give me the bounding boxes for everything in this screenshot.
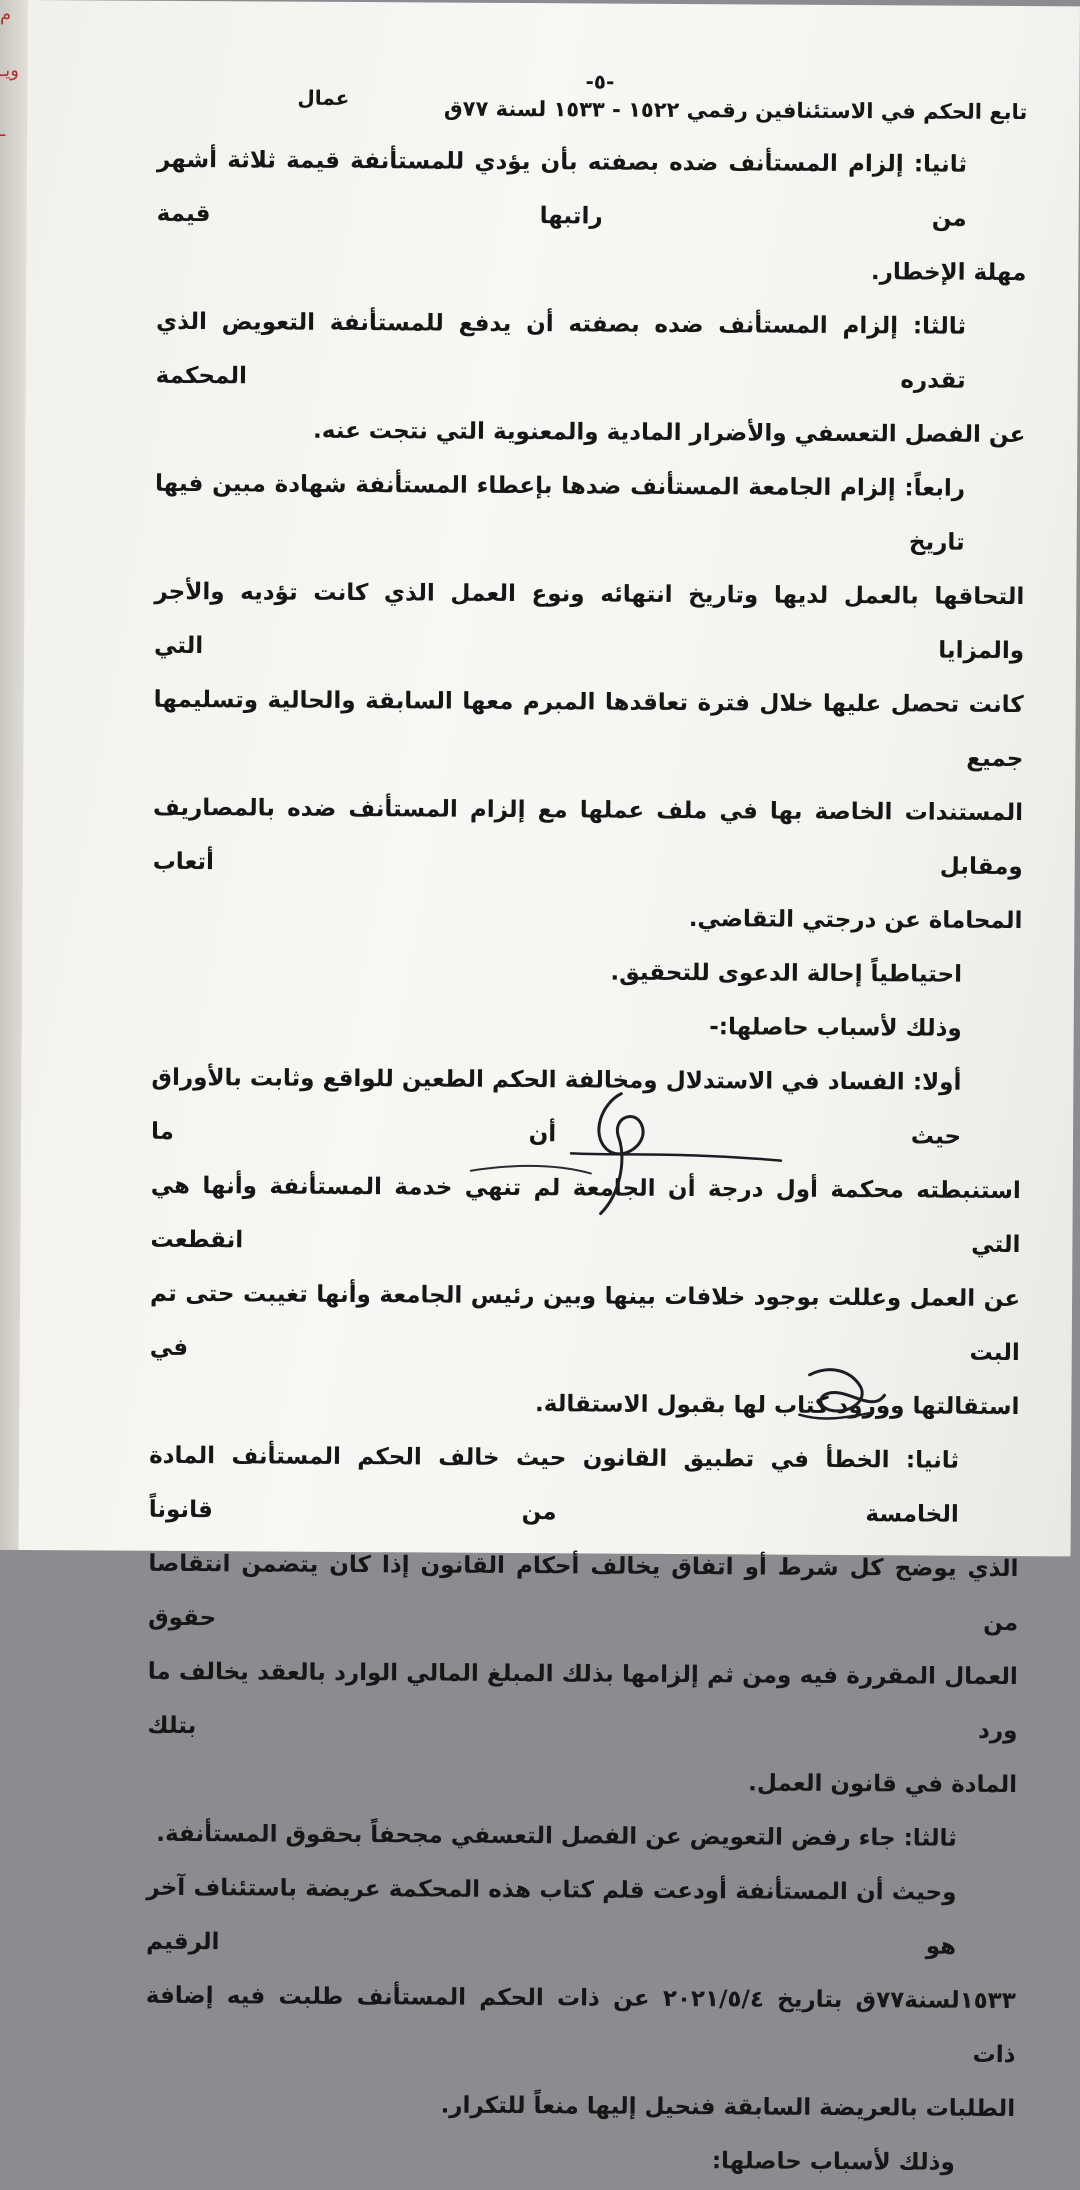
body-line: المحاماة عن درجتي التقاضي. bbox=[688, 906, 1023, 935]
body-line: الطلبات بالعريضة السابقة فنحيل إليها منعاً للتكرار. bbox=[440, 2092, 1016, 2123]
body-line: وحيث أن المستأنفة أودعت قلم كتاب هذه المحكمة عريضة باستئناف آخر هو الرقيم bbox=[146, 1874, 957, 1960]
signature-area bbox=[320, 1062, 841, 1265]
body-line: وذلك لأسباب حاصلها: bbox=[711, 2148, 955, 2176]
body-line: احتياطياً إحالة الدعوى للتحقيق. bbox=[610, 959, 963, 988]
body-line: عن الفصل التعسفي والأضرار المادية والمعنوية التي نتجت عنه. bbox=[312, 417, 1026, 449]
body-line: ثالثا: جاء رفض التعويض عن الفصل التعسفي مجحفاً بحقوق المستأنفة. bbox=[156, 1820, 957, 1852]
body-line: ثانيا: إلزام المستأنف ضده بصفته بأن يؤدي للمستأنفة قيمة ثلاثة أشهر من راتبها قيمة bbox=[156, 146, 968, 232]
body-line: عن العمل وعللت بوجود خلافات بينها وبين رئيس الجامعة وأنها تغيبت حتى تم البت في bbox=[149, 1280, 1021, 1367]
body-line: الذي يوضح كل شرط أو اتفاق يخالف أحكام القانون إذا كان يتضمن انتقاصا من حقوق bbox=[148, 1550, 1019, 1637]
body-line: كانت تحصل عليها خلال فترة تعاقدها المبرم معها السابقة والحالية وتسليمها جميع bbox=[153, 686, 1024, 773]
body-line: استنبطته محكمة أول درجة أن الجامعة لم تنهي خدمة المستأنفة وأنها هي التي انقطعت bbox=[150, 1172, 1021, 1259]
header-title: تابع الحكم في الاستئنافين رقمي ١٥٢٢ - ١٥٣٣ لسنة ٧٧ق bbox=[443, 96, 1028, 125]
document-header bbox=[147, 61, 1027, 136]
body-line: رابعاً: إلزام الجامعة المستأنف ضدها بإعطاء المستأنفة شهادة مبين فيها تاريخ bbox=[154, 470, 966, 556]
body-line: ثانيا: الخطأ في تطبيق القانون حيث خالف الحكم المستأنف المادة الخامسة من قانوناً bbox=[148, 1442, 960, 1528]
handwritten-signature bbox=[320, 1062, 841, 1265]
body-line: التحاقها بالعمل لديها وتاريخ انتهائه ونوع العمل الذي كانت تؤديه والأجر والمزايا التي bbox=[153, 578, 1025, 665]
underlying-page-fragment: ـ bbox=[0, 120, 6, 141]
body-line: ١٥٣٣لسنة٧٧ق بتاريخ ٢٠٢١/٥/٤ عن ذات الحكم المستأنف طلبت فيه إضافة ذات bbox=[145, 1982, 1016, 2069]
document-page bbox=[139, 61, 1028, 2176]
body-line: المستندات الخاصة بها في ملف عملها مع إلزام المستأنف ضده بالمصاريف ومقابل أتعاب bbox=[152, 794, 1024, 881]
underlying-page-fragment: م bbox=[0, 4, 12, 25]
body-line: العمال المقررة فيه ومن ثم إلزامها بذلك المبلغ المالي الوارد بالعقد يخالف ما ورد بتلك bbox=[147, 1658, 1018, 1745]
body-line: مهلة الإخطار. bbox=[870, 259, 1027, 287]
body-line: وذلك لأسباب حاصلها:- bbox=[709, 1014, 962, 1042]
initials-mark bbox=[779, 1355, 899, 1436]
body-line: المادة في قانون العمل. bbox=[748, 1770, 1018, 1799]
header-tag: عمال bbox=[297, 85, 350, 110]
page-number: -٥- bbox=[585, 69, 615, 94]
document-sheet bbox=[19, 0, 1080, 2176]
body-line: أولا: الفساد في الاستدلال ومخالفة الحكم الطعين للواقع وثابت بالأوراق حيث أن ما bbox=[151, 1064, 962, 1150]
body-line: استقالتها وورود كتاب لها بقبول الاستقالة. bbox=[534, 1391, 1020, 1421]
underlying-page-fragment: ويـ bbox=[0, 60, 19, 81]
body-line: ثالثا: إلزام المستأنف ضده بصفته أن يدفع للمستأنفة التعويض الذي تقدره المحكمة bbox=[155, 308, 967, 394]
